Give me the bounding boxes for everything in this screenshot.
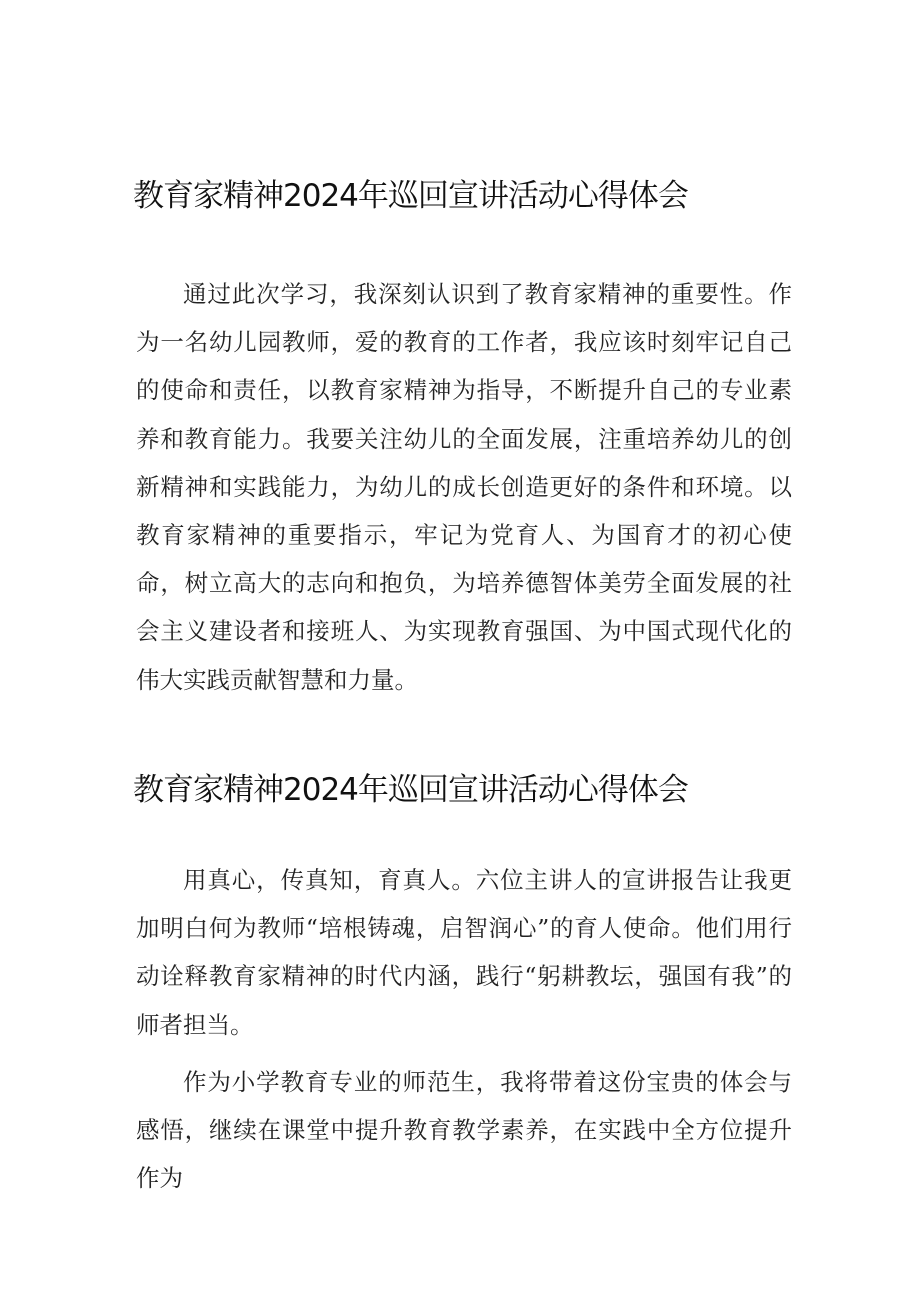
section-2-title: 教育家精神2024年巡回宣讲活动心得体会	[133, 772, 688, 808]
section-2-paragraph-1: 用真心，传真知，育真人。六位主讲人的宣讲报告让我更加明白何为教师“培根铸魂，启智润心”的育人使命。他们用行动诠释教育家精神的时代内涵，践行“躬耕教坛，强国有我”的师者担当。	[136, 866, 792, 1039]
section-1-paragraph-1: 通过此次学习，我深刻认识到了教育家精神的重要性。作为一名幼儿园教师，爱的教育的工作者，我应该时刻牢记自己的使命和责任，以教育家精神为指导，不断提升自己的专业素养和教育能力。我要关注幼儿的全面发展，注重培养幼儿的创新精神和实践能力，为幼儿的成长创造更好的条件和环境。以教育家精神的重要指示，牢记为党育人、为国育才的初心使命，树立高大的志向和抱负，为培养德智体美劳全面发展的社会主义建设者和接班人、为实现教育强国、为中国式现代化的伟大实践贡献智慧和力量。	[136, 280, 792, 694]
section-2-paragraph-2: 作为小学教育专业的师范生，我将带着这份宝贵的体会与感悟，继续在课堂中提升教育教学素养，在实践中全方位提升作为	[136, 1068, 792, 1193]
section-1-title: 教育家精神2024年巡回宣讲活动心得体会	[133, 178, 688, 214]
